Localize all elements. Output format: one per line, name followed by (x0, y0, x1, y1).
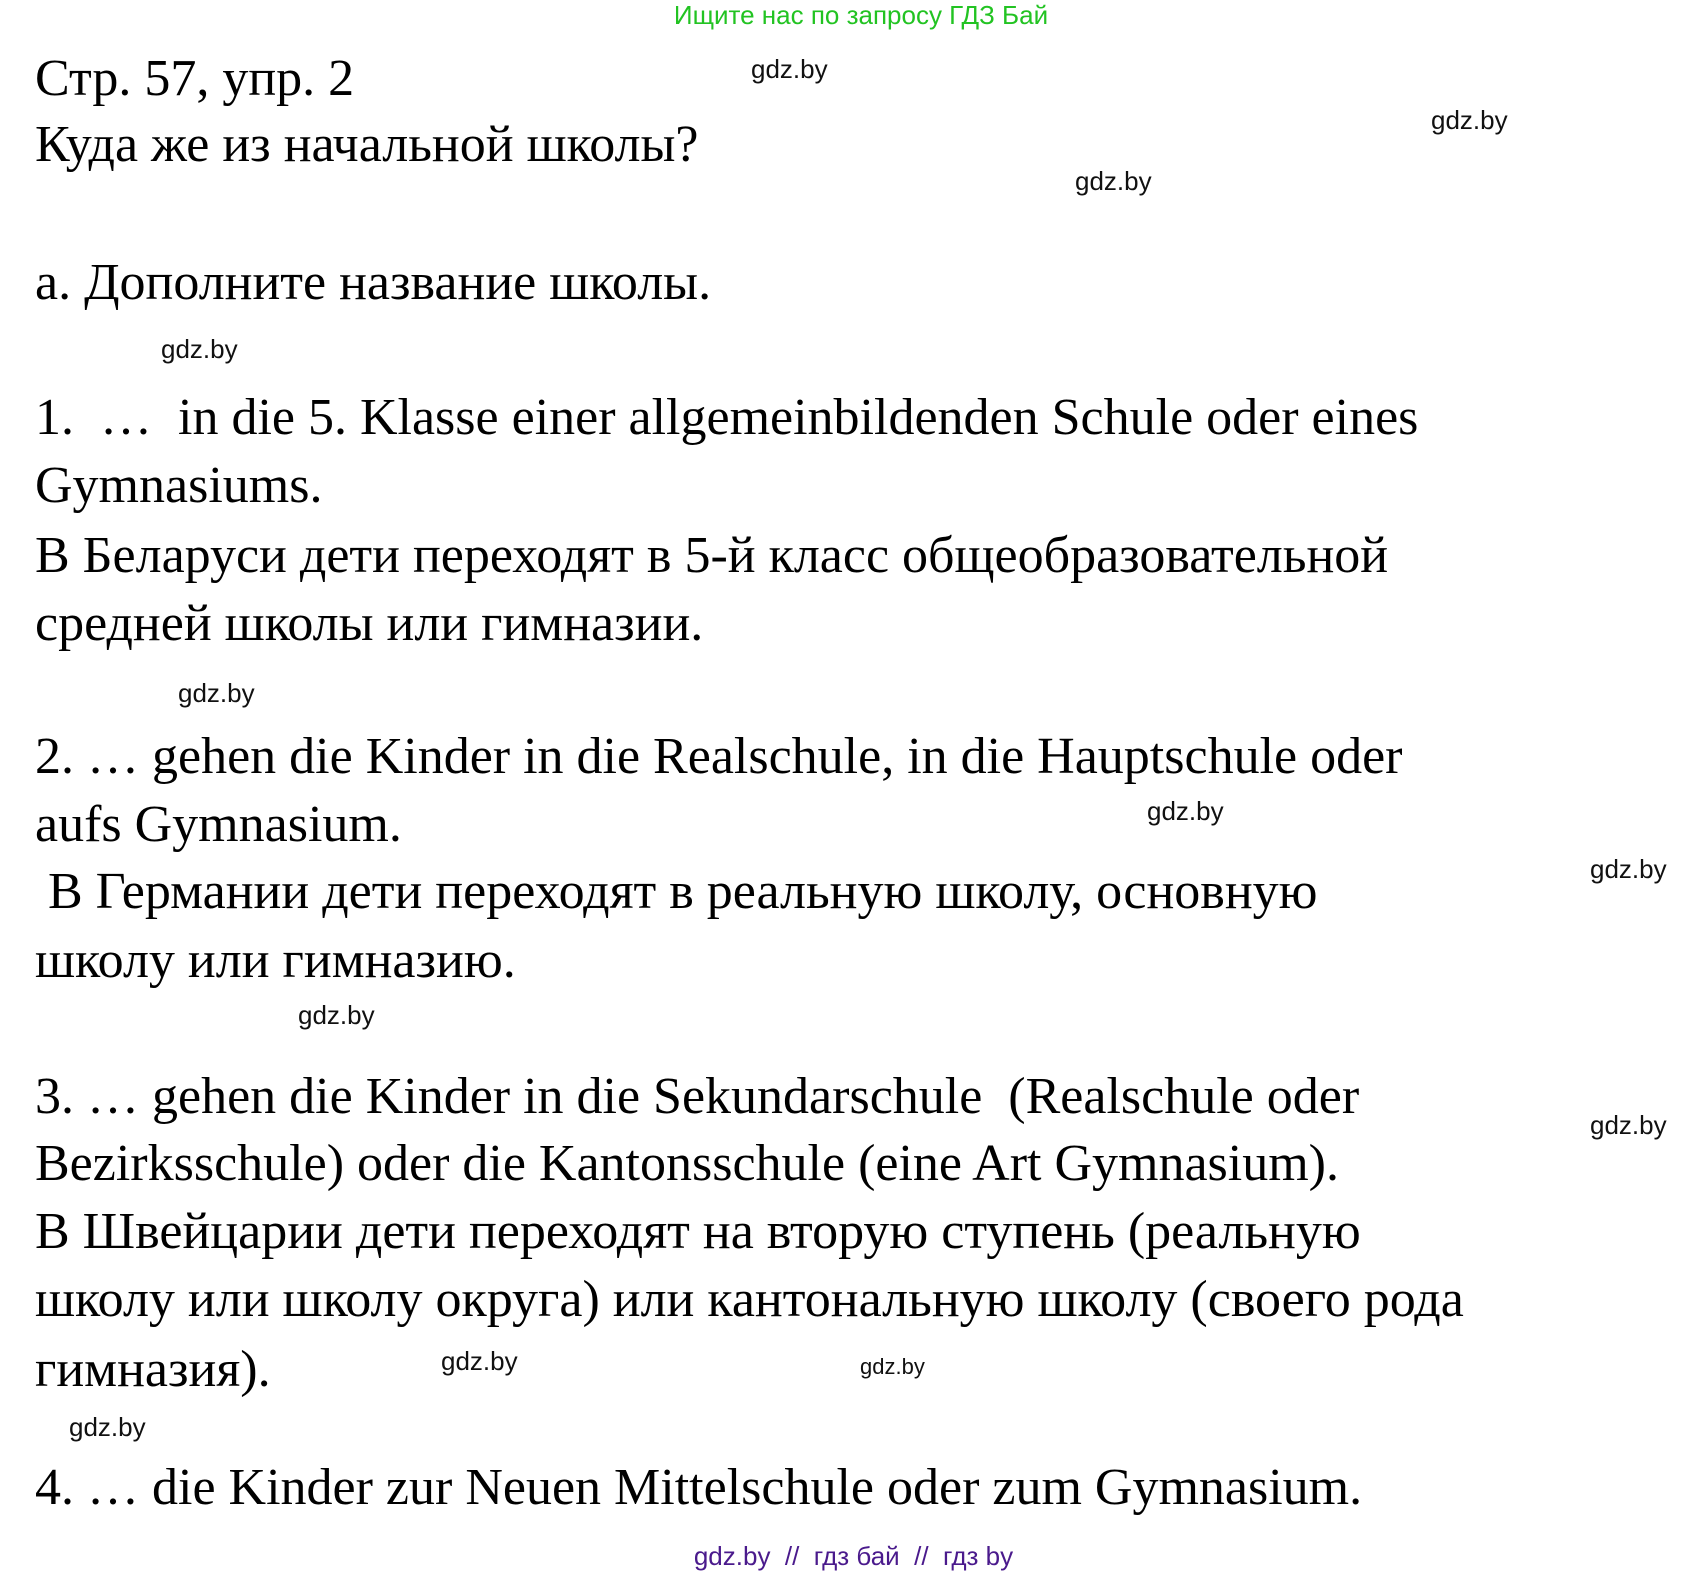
page-title: Стр. 57, упр. 2 (35, 50, 355, 107)
item-3-line-2: Bezirksschule) oder die Kantonsschule (eine Art Gymnasium). (35, 1135, 1339, 1192)
item-3-line-4: школу или школу округа) или кантональную школу (своего рода (35, 1271, 1464, 1328)
task-instruction: а. Дополните название школы. (35, 254, 712, 311)
item-3-line-1: 3. … gehen die Kinder in die Sekundarschule (Realschule oder (35, 1068, 1360, 1125)
exercise-title: Куда же из начальной школы? (35, 116, 699, 173)
watermark: gdz.by (751, 54, 828, 84)
watermark: gdz.by (1147, 796, 1224, 826)
item-2-line-3: В Германии дети переходят в реальную школу, основную (35, 863, 1318, 920)
footer-links: gdz.by // гдз бай // гдз by (693, 1541, 1014, 1571)
item-1-line-1: 1. … in die 5. Klasse einer allgemeinbildenden Schule oder eines (35, 389, 1419, 446)
item-3-line-3: В Швейцарии дети переходят на вторую ступень (реальную (35, 1203, 1361, 1260)
item-1-line-2: Gymnasiums. (35, 457, 323, 514)
item-3-line-5: гимназия). (35, 1341, 271, 1398)
header-banner: Ищите нас по запросу ГДЗ Бай (673, 0, 1049, 30)
watermark: gdz.by (161, 334, 238, 364)
item-1-line-3: В Беларуси дети переходят в 5-й класс общеобразовательной (35, 527, 1389, 584)
watermark: gdz.by (1590, 854, 1667, 884)
watermark: gdz.by (1075, 166, 1152, 196)
item-4-line-1: 4. … die Kinder zur Neuen Mittelschule oder zum Gymnasium. (35, 1459, 1363, 1516)
item-2-line-4: школу или гимназию. (35, 932, 516, 989)
watermark: gdz.by (298, 1000, 375, 1030)
watermark: gdz.by (69, 1412, 146, 1442)
item-2-line-2: aufs Gymnasium. (35, 796, 402, 853)
watermark: gdz.by (1431, 105, 1508, 135)
watermark: gdz.by (178, 678, 255, 708)
item-1-line-4: средней школы или гимназии. (35, 595, 704, 652)
watermark: gdz.by (860, 1354, 925, 1379)
watermark: gdz.by (1590, 1110, 1667, 1140)
watermark: gdz.by (441, 1346, 518, 1376)
item-2-line-1: 2. … gehen die Kinder in die Realschule, in die Hauptschule oder (35, 728, 1403, 785)
